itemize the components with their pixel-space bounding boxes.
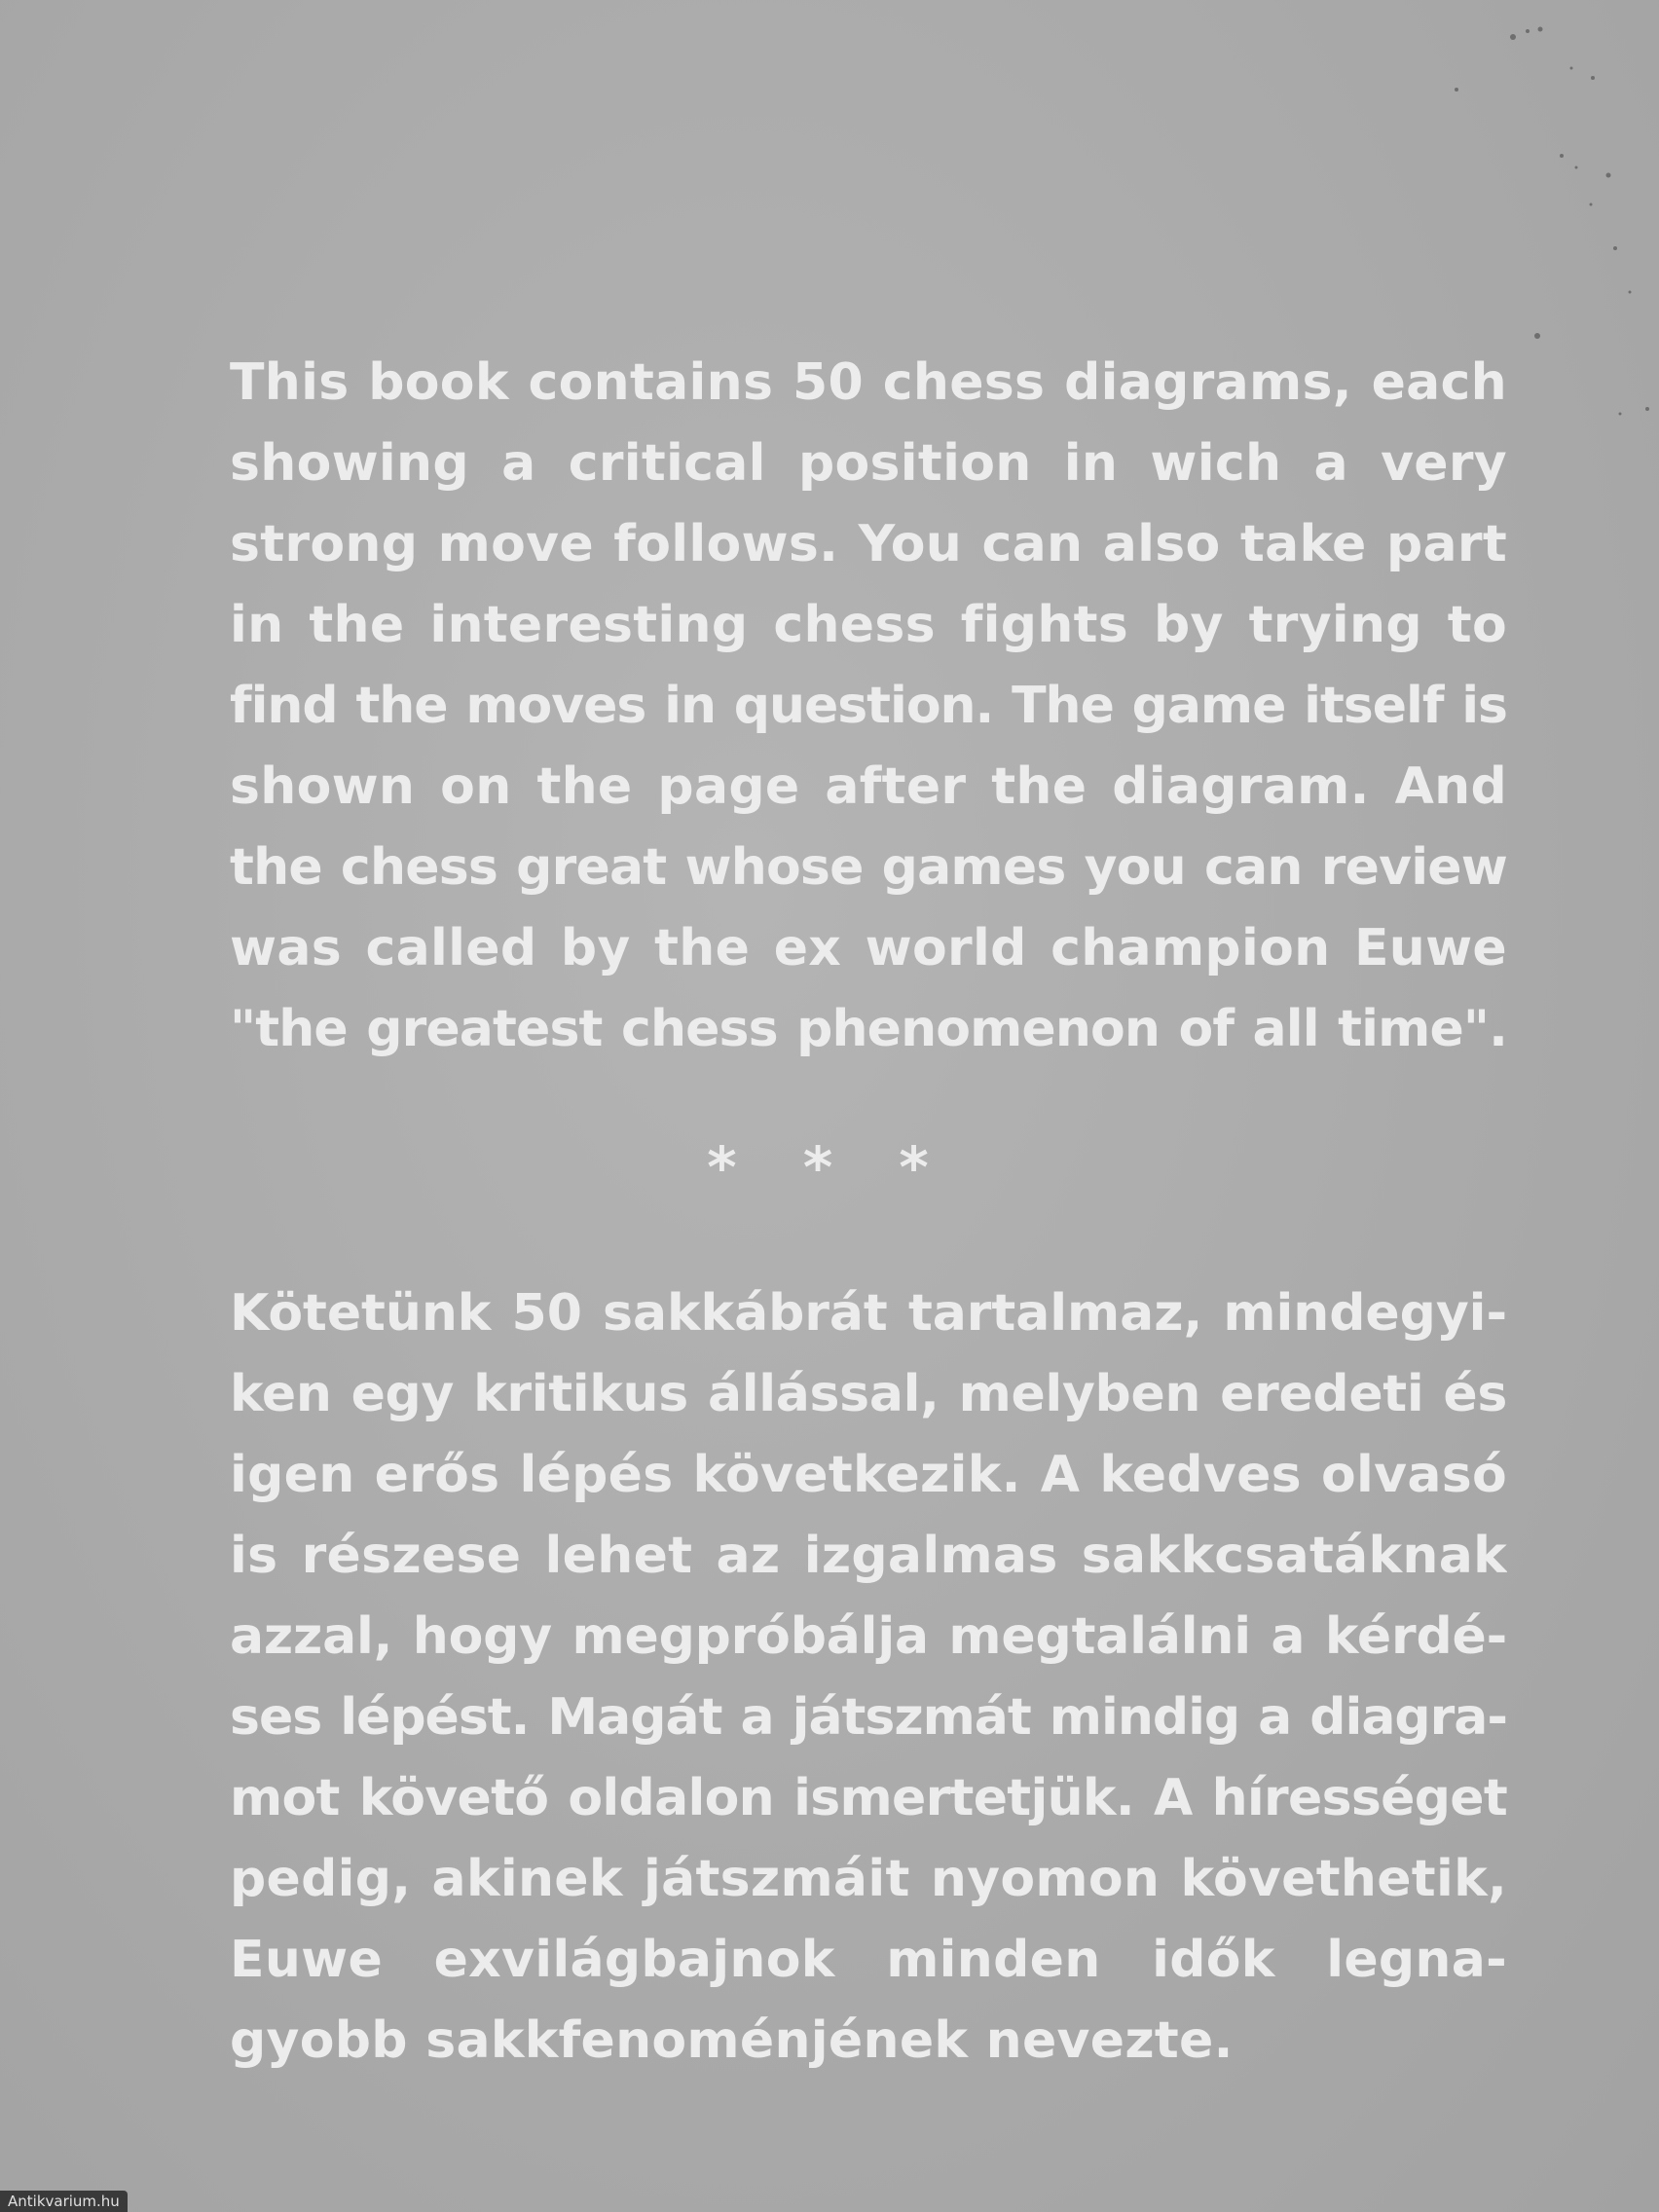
english-description — [230, 343, 1507, 1070]
section-separator: * * * — [707, 1134, 952, 1200]
text-line: the chess great whose games you can review — [230, 838, 1507, 897]
text-line: azzal, hogy megpróbálja megtalálni a kérdé- — [230, 1607, 1507, 1666]
text-line: Kötetünk 50 sakkábrát tartalmaz, mindegyi- — [230, 1284, 1507, 1343]
text-line: strong move follows. You can also take part — [230, 515, 1507, 573]
text-line: igen erős lépés következik. A kedves olvasó — [230, 1446, 1507, 1504]
text-line: showing a critical position in wich a very — [230, 434, 1507, 493]
hungarian-description — [230, 1273, 1507, 2082]
text-line: mot követő oldalon ismertetjük. A hírességet — [230, 1769, 1507, 1827]
text-line: This book contains 50 chess diagrams, each — [230, 353, 1507, 412]
text-line: find the moves in question. The game itself is — [230, 677, 1507, 735]
text-line: "the greatest chess phenomenon of all time". — [230, 1000, 1507, 1058]
text-line: ken egy kritikus állással, melyben eredeti és — [230, 1365, 1507, 1423]
text-line: is részese lehet az izgalmas sakkcsatáknak — [230, 1527, 1507, 1585]
source-watermark: Antikvarium.hu — [0, 2191, 128, 2212]
text-line: shown on the page after the diagram. And — [230, 757, 1507, 816]
text-line: in the interesting chess fights by trying to — [230, 596, 1507, 654]
text-line: ses lépést. Magát a játszmát mindig a diagra- — [230, 1688, 1507, 1747]
text-line: was called by the ex world champion Euwe — [230, 919, 1507, 977]
text-line: Euwe exvilágbajnok minden idők legna- — [230, 1931, 1507, 1989]
text-line: gyobb sakkfenoménjének nevezte. — [230, 2011, 1234, 2070]
text-line: pedig, akinek játszmáit nyomon követhetik, — [230, 1850, 1507, 1908]
